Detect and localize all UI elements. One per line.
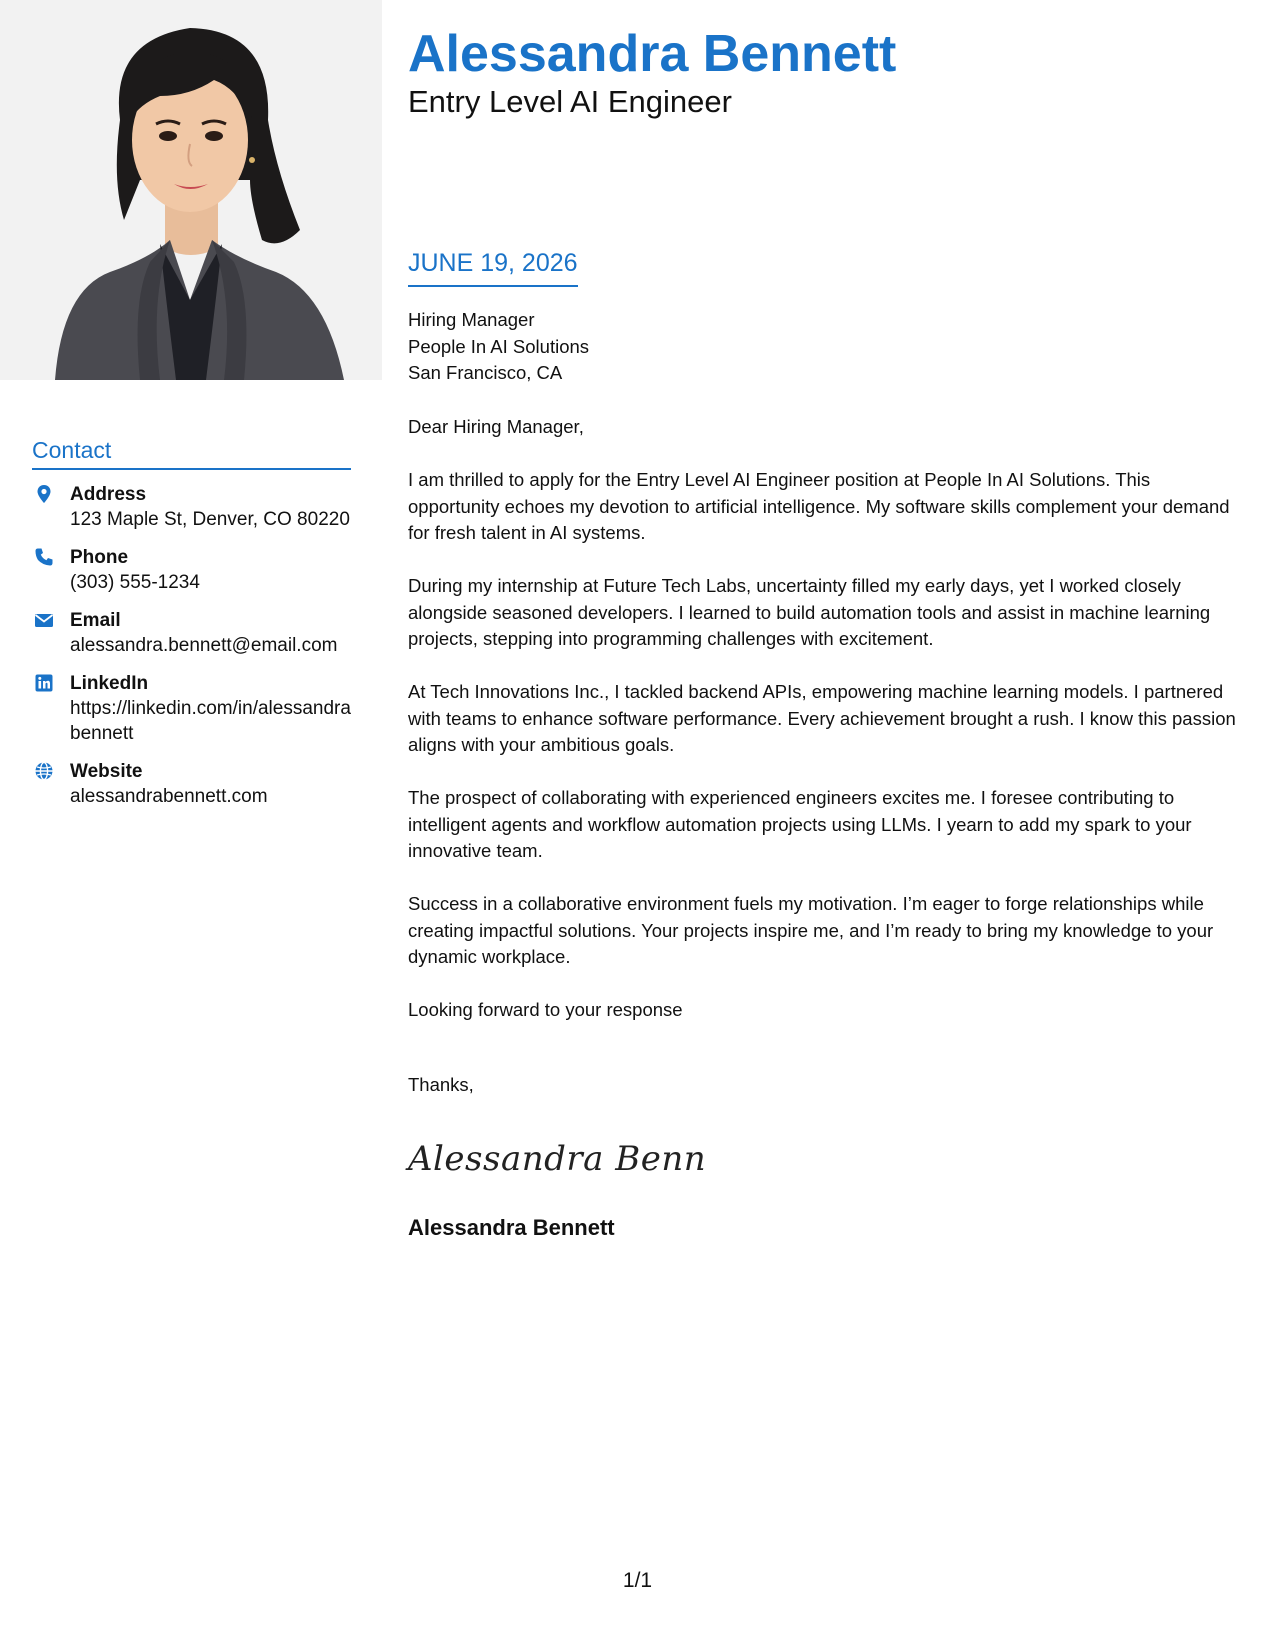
envelope-icon	[34, 610, 54, 630]
contact-heading: Contact	[32, 436, 351, 470]
contact-item-email	[32, 608, 351, 658]
website-value[interactable]: alessandrabennett.com	[70, 786, 268, 807]
phone-icon	[34, 547, 54, 567]
letter-paragraph: Looking forward to your response	[408, 999, 683, 1020]
portrait-illustration	[0, 0, 382, 380]
contact-label: LinkedIn	[70, 673, 149, 694]
contact-section	[32, 436, 351, 822]
recipient-line: People In AI Solutions	[408, 335, 590, 357]
contact-item-phone	[32, 545, 351, 595]
closing: Thanks,	[408, 1074, 474, 1095]
letter-paragraph: The prospect of collaborating with experienced engineers excites me. I foresee contributing to intelligent agents and workflow automation projects using LLMs. I yearn to add my spark to your innovative team.	[408, 787, 1192, 861]
contact-label: Phone	[70, 547, 129, 568]
recipient-line: Hiring Manager	[408, 309, 535, 330]
linkedin-value[interactable]: https://linkedin.com/in/alessandrabennett	[70, 698, 351, 744]
contact-label: Website	[70, 761, 143, 782]
letter-date: JUNE 19, 2026	[408, 247, 578, 287]
profile-photo	[0, 0, 382, 380]
salutation: Dear Hiring Manager,	[408, 416, 584, 437]
location-pin-icon	[34, 484, 54, 504]
phone-value: (303) 555-1234	[70, 572, 200, 593]
handwritten-signature	[408, 1132, 707, 1182]
letter-paragraph: At Tech Innovations Inc., I tackled backend APIs, empowering machine learning models. I partnered with teams to enhance software performance. Every achievement brought a rush. I know this passion aligns with your ambitious goals.	[408, 681, 1236, 755]
recipient-block	[408, 307, 589, 387]
globe-icon	[34, 761, 54, 781]
linkedin-icon	[34, 673, 54, 693]
recipient-line: San Francisco, CA	[408, 362, 563, 383]
job-title: Entry Level AI Engineer	[408, 84, 732, 119]
address-value: 123 Maple St, Denver, CO 80220	[70, 509, 350, 530]
contact-label: Address	[70, 484, 147, 505]
contact-item-website	[32, 759, 351, 809]
contact-item-linkedin	[32, 671, 351, 746]
applicant-name: Alessandra Bennett	[408, 25, 897, 83]
svg-text:Alessandra Benn: Alessandra Benn	[408, 1139, 707, 1179]
letter-paragraph: I am thrilled to apply for the Entry Level AI Engineer position at People In AI Solutions. This opportunity echoes my devotion to artificial intelligence. My software skills complement your demand for fresh talent in AI systems.	[408, 469, 1230, 543]
contact-item-address	[32, 482, 351, 532]
contact-label: Email	[70, 610, 121, 631]
letter-paragraph: During my internship at Future Tech Labs, uncertainty filled my early days, yet I worked closely alongside seasoned developers. I learned to build automation tools and assist in machine learning projects, stepping into programming challenges with excitement.	[408, 575, 1211, 649]
page-number: 1/1	[622, 1569, 653, 1592]
signature-name: Alessandra Bennett	[408, 1215, 615, 1240]
letter-paragraph: Success in a collaborative environment fuels my motivation. I’m eager to forge relationships while creating impactful solutions. Your projects inspire me, and I’m ready to bring my knowledge to your dynamic workplace.	[408, 893, 1214, 967]
letter-body	[408, 414, 1238, 1050]
email-value[interactable]: alessandra.bennett@email.com	[70, 635, 338, 656]
